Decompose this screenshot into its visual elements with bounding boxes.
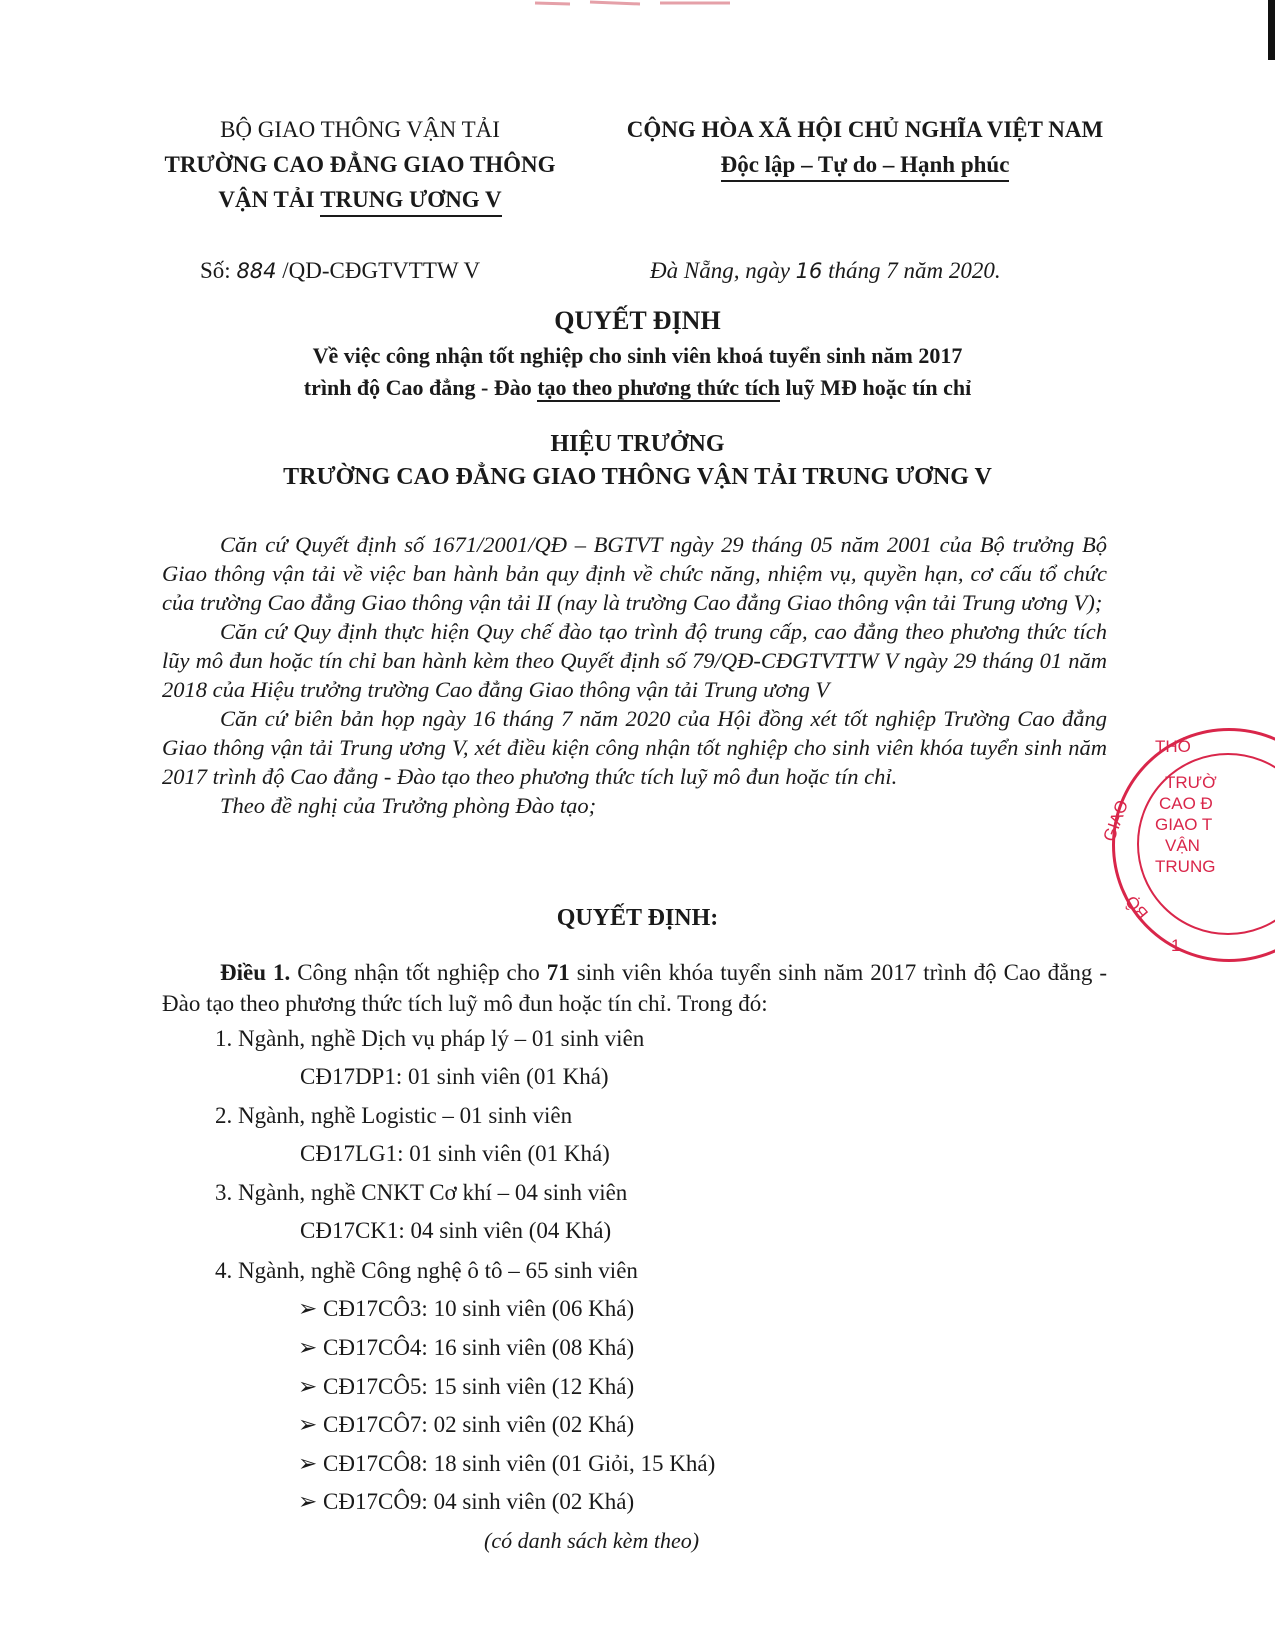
authority-block [150,428,1125,494]
article-1-count: 71 [546,960,570,985]
document-title: QUYẾT ĐỊNH [554,306,721,335]
doc-number-suffix: /QD-CĐGTVTTW V [276,258,481,283]
decision-heading: QUYẾT ĐỊNH: [556,905,719,931]
seal-text-bottom: BỘ [1121,891,1153,923]
class-item: ➢ CĐ17CÔ3: 10 sinh viên (06 Khá) [298,1296,635,1321]
ministry-name: BỘ GIAO THÔNG VẬN TẢI [220,117,500,142]
class-item: CĐ17DP1: 01 sinh viên (01 Khá) [300,1064,609,1089]
doc-number-prefix: Số: [200,258,237,283]
class-item: ➢ CĐ17CÔ8: 18 sinh viên (01 Giỏi, 15 Khá) [298,1451,716,1476]
date-suffix: tháng 7 năm 2020. [822,258,1001,283]
article-1 [162,957,1107,1019]
class-item: ➢ CĐ17CÔ7: 02 sinh viên (02 Khá) [298,1412,635,1437]
authority-school: TRƯỜNG CAO ĐẲNG GIAO THÔNG VẬN TẢI TRUNG ƯƠNG V [283,464,992,490]
class-item: ➢ CĐ17CÔ9: 04 sinh viên (02 Khá) [298,1489,635,1514]
article-1-text-a: Công nhận tốt nghiệp cho [290,960,547,985]
major-item: 2. Ngành, nghề Logistic – 01 sinh viên [215,1103,573,1128]
class-item: ➢ CĐ17CÔ5: 15 sinh viên (12 Khá) [298,1374,635,1399]
national-motto: Độc lập – Tự do – Hạnh phúc [721,150,1010,182]
seal-text-right: 1 [1171,936,1181,955]
arrow-bullet-icon: ➢ [298,1296,318,1321]
republic-name: CỘNG HÒA XÃ HỘI CHỦ NGHĨA VIỆT NAM [626,117,1104,142]
official-seal [1099,728,1275,962]
arrow-bullet-icon: ➢ [298,1374,318,1399]
article-1-label: Điều 1. [220,960,291,985]
class-item: ➢ CĐ17CÔ4: 16 sinh viên (08 Khá) [298,1335,635,1360]
document-number [200,258,480,284]
scan-smudge [530,0,750,8]
school-name-line2 [140,182,580,217]
doc-number-handwritten: 884 [236,259,277,283]
seal-text-top: THÔ [1155,737,1191,756]
preamble-paragraph: Căn cứ biên bản họp ngày 16 tháng 7 năm 2020 của Hội đồng xét tốt nghiệp Trường Cao đẳng Giao thông vận tải Trung ương V, xét điều kiện công nhận tốt nghiệp cho sinh viên khóa tuyển sinh năm 2017 trình độ Cao đẳng - Đào tạo theo phương thức tích luỹ mô đun hoặc tín chỉ. [162,706,1107,789]
subtitle-line2 [150,372,1125,404]
arrow-bullet-icon: ➢ [298,1451,318,1476]
title-block [150,302,1125,404]
attachment-note: (có danh sách kèm theo) [484,1528,700,1553]
school-name-line2-b: TRUNG ƯƠNG V [320,185,501,217]
date-day-handwritten: 16 [795,259,823,283]
major-item: 1. Ngành, nghề Dịch vụ pháp lý – 01 sinh viên [215,1026,645,1051]
seal-inner-text: CAO Đ [1159,794,1213,813]
seal-inner-text: GIAO T [1155,815,1213,834]
preamble-paragraph: Theo đề nghị của Trưởng phòng Đào tạo; [220,793,597,818]
school-name-line2-a: VẬN TẢI [218,187,321,212]
subtitle-line2-a: trình độ Cao đẳng - Đào [303,375,538,400]
preamble-paragraph: Căn cứ Quyết định số 1671/2001/QĐ – BGTVT ngày 29 tháng 05 năm 2001 của Bộ trưởng Bộ Giao thông vận tải về việc ban hành bản quy định về chức năng, nhiệm vụ, quyền hạn, cơ cấu tổ chức của trường Cao đẳng Giao thông vận tải II (nay là trường Cao đẳng Giao thông vận tải Trung ương V); [162,532,1107,615]
arrow-bullet-icon: ➢ [298,1412,318,1437]
seal-inner-text: TRƯỜ [1165,773,1217,792]
class-item: CĐ17CK1: 04 sinh viên (04 Khá) [300,1218,612,1243]
authority-title: HIỆU TRƯỞNG [550,431,725,457]
document-date [650,258,1001,284]
major-item: 3. Ngành, nghề CNKT Cơ khí – 04 sinh viên [215,1180,628,1205]
subtitle-line1: Về việc công nhận tốt nghiệp cho sinh viên khoá tuyển sinh năm 2017 [312,343,963,368]
major-item: 4. Ngành, nghề Công nghệ ô tô – 65 sinh viên [215,1258,638,1283]
subtitle-line2-underlined: tạo theo phương thức tích [537,375,780,400]
date-prefix: Đà Nẵng, ngày [650,258,796,283]
agency-header [140,112,580,217]
national-motto-header [595,112,1135,182]
school-name-line1: TRƯỜNG CAO ĐẲNG GIAO THÔNG [164,152,556,177]
seal-inner-text: TRUNG [1155,857,1216,876]
article-1-text-b: sinh viên khóa tuyển sinh năm 2017 trình độ Cao đẳng - Đào tạo theo phương thức tích luỹ mô đun hoặc tín chỉ. Trong đó: [162,960,1108,1016]
seal-text-left: GIAO [1099,797,1132,845]
scan-edge [1268,0,1275,60]
preamble-paragraph: Căn cứ Quy định thực hiện Quy chế đào tạo trình độ trung cấp, cao đẳng theo phương thức tích lũy mô đun hoặc tín chỉ ban hành kèm theo Quyết định số 79/QĐ-CĐGTVTTW V ngày 29 tháng 01 năm 2018 của Hiệu trưởng trường Cao đẳng Giao thông vận tải Trung ương V [162,619,1107,702]
seal-inner-text: VẬN [1165,836,1200,855]
class-item: CĐ17LG1: 01 sinh viên (01 Khá) [300,1141,610,1166]
subtitle-line2-c: luỹ MĐ hoặc tín chỉ [779,375,972,400]
arrow-bullet-icon: ➢ [298,1489,318,1514]
preamble [162,530,1107,820]
arrow-bullet-icon: ➢ [298,1335,318,1360]
